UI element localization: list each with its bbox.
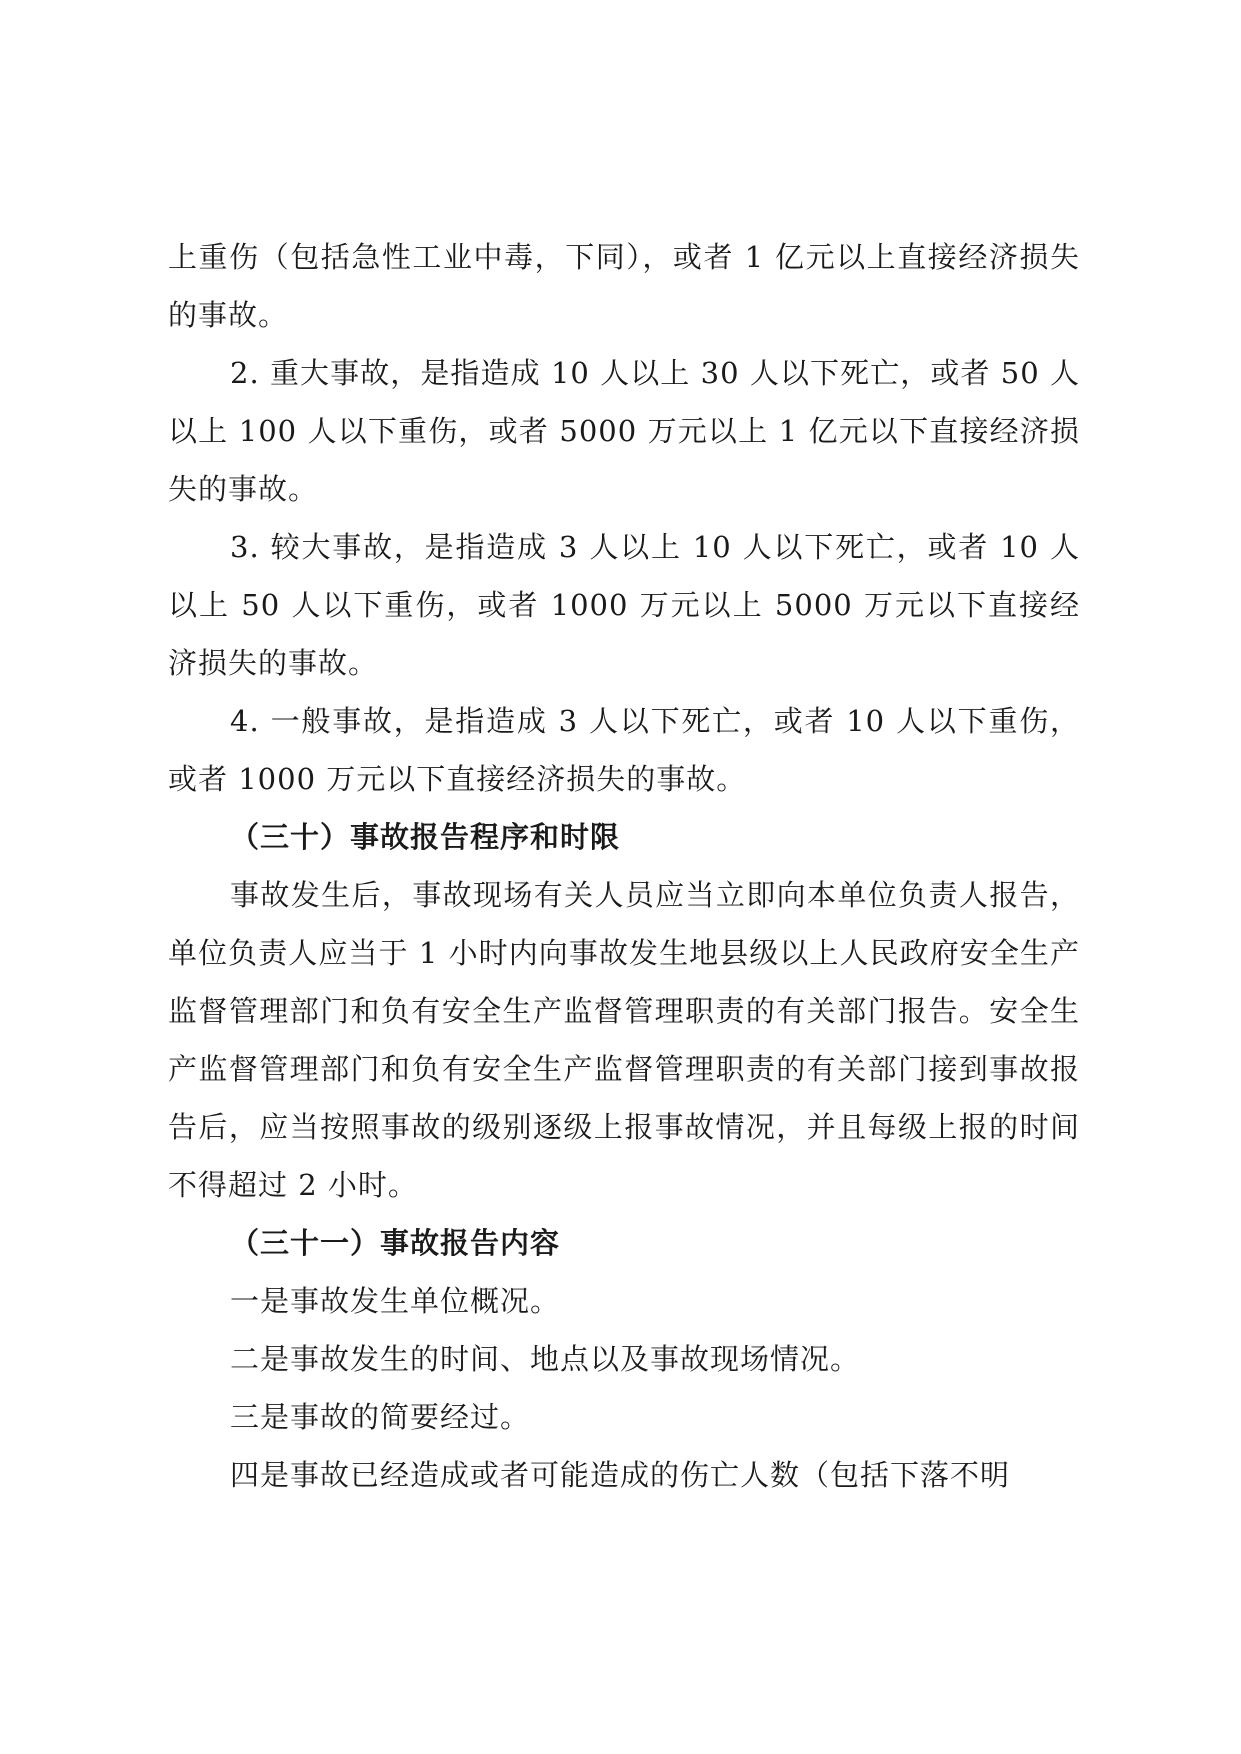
section-heading-report-procedure: （三十）事故报告程序和时限 [230,820,621,854]
section-heading-report-content: （三十一）事故报告内容 [230,1226,561,1260]
paragraph-larger-accident: 3. 较大事故，是指造成 3 人以上 10 人以下死亡，或者 10 人以上 50 人以下重伤，或者 1000 万元以上 5000 万元以下直接经济损失的事故。 [168,530,1080,680]
list-item-unit-overview: 一是事故发生单位概况。 [230,1284,561,1318]
document-body [168,228,1080,1504]
paragraph-major-accident: 2. 重大事故，是指造成 10 人以上 30 人以下死亡，或者 50 人以上 100 人以下重伤，或者 5000 万元以上 1 亿元以下直接经济损失的事故。 [168,356,1080,506]
list-item-casualties: 四是事故已经造成或者可能造成的伤亡人数（包括下落不明 [230,1458,1011,1492]
paragraph-continuation: 上重伤（包括急性工业中毒，下同），或者 1 亿元以上直接经济损失的事故。 [168,240,1080,332]
list-item-time-location: 二是事故发生的时间、地点以及事故现场情况。 [230,1342,861,1376]
list-item-brief-process: 三是事故的简要经过。 [230,1400,531,1434]
paragraph-report-procedure: 事故发生后，事故现场有关人员应当立即向本单位负责人报告，单位负责人应当于 1 小时内向事故发生地县级以上人民政府安全生产监督管理部门和负有安全生产监督管理职责的有关部门报告。安全生产监督管理部门和负有安全生产监督管理职责的有关部门接到事故报告后，应当按照事故的级别逐级上报事故情况，并且每级上报的时间不得超过 2 小时。 [168,878,1080,1202]
paragraph-general-accident: 4. 一般事故，是指造成 3 人以下死亡，或者 10 人以下重伤，或者 1000 万元以下直接经济损失的事故。 [168,704,1080,796]
